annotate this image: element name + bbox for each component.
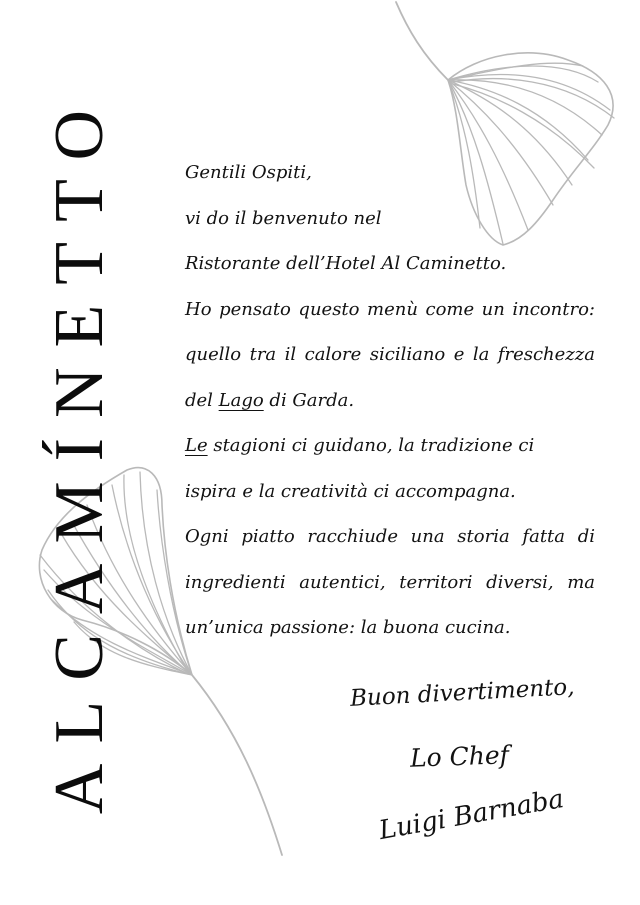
- closing-text: Buon divertimento,: [349, 674, 576, 712]
- chef-signature: Luigi Barnaba: [376, 783, 567, 847]
- letter-salutation: Gentili Ospiti,: [185, 162, 312, 183]
- letter-line: [185, 423, 595, 469]
- letter-line: ispira e la creatività ci accompagna.: [185, 480, 516, 502]
- brand-logo: ALCAMÍNETTO: [41, 89, 118, 815]
- letter-line: [185, 378, 595, 424]
- letter-text: del: [185, 389, 219, 411]
- welcome-letter: [185, 150, 595, 651]
- letter-text: di Garda.: [263, 389, 355, 411]
- letter-line: ingredienti autentici, territori diversi, ma: [185, 571, 595, 593]
- letter-line: Ristorante dell’Hotel Al Caminetto.: [185, 253, 507, 274]
- letter-line: Ogni piatto racchiude una storia fatta di: [185, 526, 595, 547]
- letter-line: vi do il benvenuto nel: [185, 207, 382, 229]
- letter-text: Le: [185, 435, 208, 456]
- letter-line: Ho pensato questo menù come un incontro:: [185, 298, 595, 320]
- lake-name: Lago: [218, 389, 264, 411]
- letter-line: un’unica passione: la buona cucina.: [185, 617, 511, 638]
- chef-title: Lo Chef: [409, 740, 510, 773]
- letter-text: stagioni ci guidano, la tradizione ci: [207, 435, 535, 456]
- letter-line: quello tra il calore siciliano e la freschezza: [185, 344, 595, 365]
